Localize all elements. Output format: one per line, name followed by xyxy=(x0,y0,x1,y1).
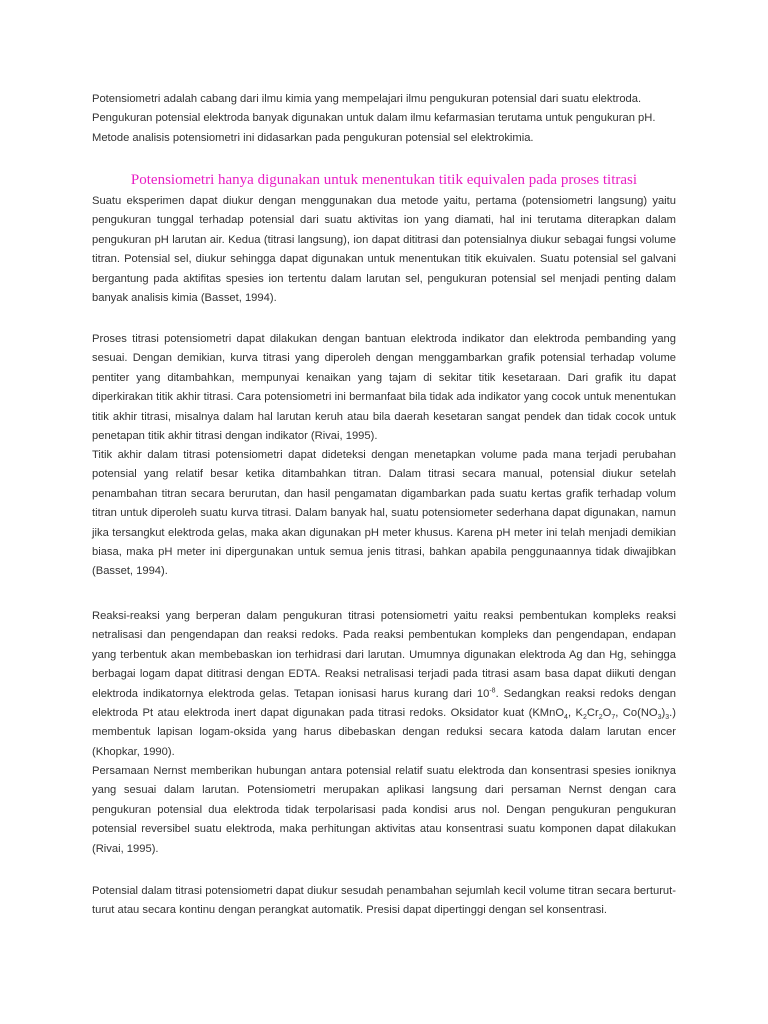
subscript-text: 2 xyxy=(582,714,587,722)
paragraph-nernst: Persamaan Nernst memberikan hubungan antara potensial relatif suatu elektroda dan konsentrasi spesies ioniknya yang sesuai dalam larutan. Potensiometri merupakan aplikasi langsung dari persaman Nernst dengan cara pengukuran potensial dua elektroda tidak terpolarisasi pada kondisi arus nol. Dengan pengukuran pengukuran potensial reversibel suatu elektroda, maka perhitungan aktivitas atau konsentrasi suatu komponen dapat dilakukan (Rivai, 1995). xyxy=(92,765,676,855)
subscript-text: 2 xyxy=(598,714,603,722)
paragraph-methods: Suatu eksperimen dapat diukur dengan menggunakan dua metode yaitu, pertama (potensiometri langsung) yaitu pengukuran tunggal terhadap potensial dari suatu aktivitas ion yang diamati, hal ini terutama diterapkan dalam pengukuran pH larutan air. Kedua (titrasi langsung), ion dapat dititrasi dan potensialnya diukur sebagai fungsi volume titran. Potensial sel, diukur sehingga dapat digunakan untuk menentukan titik ekuivalen. Suatu potensial sel galvani bergantung pada aktifitas spesies ion tertentu dalam larutan sel, pengukuran potensial sel menjadi penting dalam banyak analisis kimia (Basset, 1994). xyxy=(92,195,676,305)
subscript-text: 7 xyxy=(611,714,616,722)
reactions-text-6: , Co(NO xyxy=(615,707,658,720)
subscript-text: 3 xyxy=(657,714,662,722)
paragraph-titration-process: Proses titrasi potensiometri dapat dilakukan dengan bantuan elektroda indikator dan elektroda pembanding yang sesuai. Dengan demikian, kurva titrasi yang diperoleh dengan menggambarkan grafik potensial terhadap volume pentiter yang ditambahkan, mempunyai kenaikan yang tajam di sekitar titik kesetaraan. Dari grafik itu dapat diperkirakan titik akhir titrasi. Cara potensiometri ini bermanfaat bila tidak ada indikator yang cocok untuk menentukan titik akhir titrasi, misalnya dalam hal larutan keruh atau bila daerah kesetaran sangat pendek dan tidak cocok untuk penetapan titik akhir titrasi dengan indikator (Rivai, 1995). xyxy=(92,333,676,443)
paragraph-measurement: Potensial dalam titrasi potensiometri dapat diukur sesudah penambahan sejumlah kecil volume titran secara berturut-turut atau secara kontinu dengan perangkat automatik. Presisi dapat dipertinggi dengan sel konsentrasi. xyxy=(92,885,676,917)
reactions-text-3: , K xyxy=(567,707,583,720)
reactions-text-8: .) membentuk lapisan logam-oksida yang harus dibebaskan dengan reduksi secara katoda dalam larutan encer (Khopkar, 1990). xyxy=(92,707,676,758)
paragraph-end-point: Titik akhir dalam titrasi potensiometri dapat dideteksi dengan menetapkan volume pada mana terjadi perubahan potensial yang relatif besar ketika ditambahkan titran. Dalam titrasi secara manual, potensial diukur setelah penambahan titran secara berurutan, dan hasil pengamatan digambarkan pada suatu kertas grafik terhadap volum titran untuk diperoleh suatu kurva titrasi. Dalam banyak hal, suatu potensiometer sederhana dapat digunakan, namun jika tersangkut elektroda gelas, maka akan digunakan pH meter khusus. Karena pH meter ini telah menjadi demikian biasa, maka pH meter ini dipergunakan untuk semua jenis titrasi, bahkan apabila penggunaannya tidak diwajibkan (Basset, 1994). xyxy=(92,449,676,578)
paragraph-reactions xyxy=(92,607,676,762)
reactions-text-7: ) xyxy=(661,707,666,720)
reactions-text-5: O xyxy=(602,707,612,720)
reactions-text-1: Reaksi-reaksi yang berperan dalam pengukuran titrasi potensiometri yaitu reaksi pembentukan kompleks reaksi netralisasi dan pengendapan dan reaksi redoks. Pada reaksi pembentukan kompleks dan pengendapan, endapan yang terbentuk akan membebaskan ion terhidrasi dari larutan. Umumnya digunakan elektroda Ag dan Hg, sehingga berbagai logam dapat dititrasi dengan EDTA. Reaksi netralisasi terjadi pada titrasi asam basa dapat diikuti dengan elektroda indikatornya elektroda gelas. Tetapan ionisasi harus kurang dari 10 xyxy=(92,610,676,700)
reactions-text-2: . Sedangkan reaksi redoks dengan elektroda Pt atau elektroda inert dapat digunakan pada titrasi redoks. Oksidator kuat (KMnO xyxy=(92,687,677,720)
section-heading: Potensiometri hanya digunakan untuk menentukan titik equivalen pada proses titrasi xyxy=(130,172,638,188)
exponent-text: -8 xyxy=(489,686,496,694)
reactions-text-4: Cr xyxy=(586,707,599,720)
subscript-text: 3 xyxy=(665,714,670,722)
subscript-text: 4 xyxy=(564,714,568,722)
intro-paragraph: Potensiometri adalah cabang dari ilmu kimia yang mempelajari ilmu pengukuran potensial dari suatu elektroda. Pengukuran potensial elektroda banyak digunakan untuk dalam ilmu kefarmasian terutama untuk pengukuran pH. Metode analisis potensiometri ini didasarkan pada pengukuran potensial sel elektrokimia. xyxy=(92,93,656,144)
